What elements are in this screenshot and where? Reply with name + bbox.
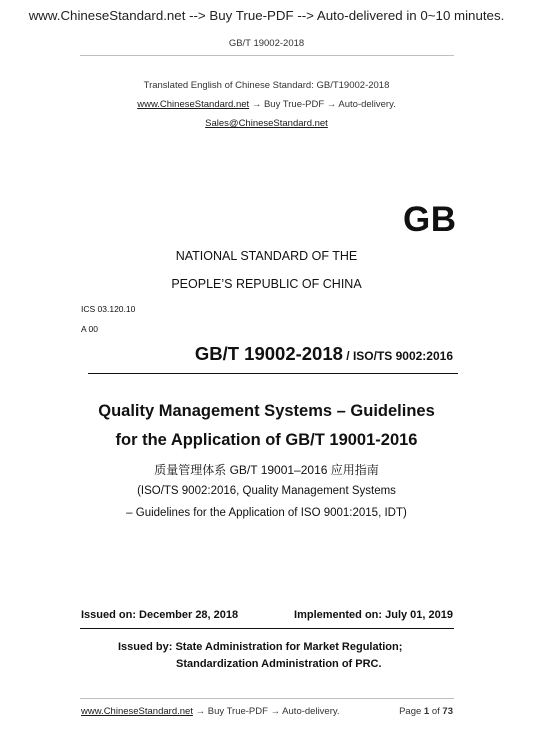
national-standard-line1: NATIONAL STANDARD OF THE xyxy=(175,249,358,263)
page-indicator xyxy=(399,706,453,717)
header-rule xyxy=(80,55,454,56)
footer-chinesestandard-link[interactable]: www.ChineseStandard.net xyxy=(81,706,193,717)
standard-number xyxy=(195,343,453,365)
page-label: Page xyxy=(399,706,422,717)
title-rule xyxy=(88,373,458,374)
document-title-line1: Quality Management Systems – Guidelines xyxy=(98,402,435,420)
page-total: 73 xyxy=(442,706,453,717)
issuer-line1: Issued by: State Administration for Market Regulation; xyxy=(118,641,403,653)
iso-title-line2: – Guidelines for the Application of ISO 9001:2015, IDT) xyxy=(126,507,407,519)
ccs-code: A 00 xyxy=(81,324,99,334)
ics-code: ICS 03.120.10 xyxy=(81,304,136,314)
implemented-date: Implemented on: July 01, 2019 xyxy=(294,609,453,621)
sales-email-line xyxy=(0,118,533,129)
national-standard-line2: PEOPLE’S REPUBLIC OF CHINA xyxy=(171,277,362,291)
page-of: of xyxy=(431,706,440,717)
translation-notice: Translated English of Chinese Standard: GB/T19002-2018 xyxy=(143,80,390,91)
translation-delivery-line xyxy=(0,99,533,110)
issuer-line2: Standardization Administration of PRC. xyxy=(176,658,382,670)
top-banner: www.ChineseStandard.net --> Buy True-PDF --> Auto-delivered in 0~10 minutes. xyxy=(28,8,505,23)
page-current: 1 xyxy=(423,706,430,717)
footer-rule xyxy=(80,698,454,699)
iso-title-line1: (ISO/TS 9002:2016, Quality Management Systems xyxy=(137,485,396,497)
chinesestandard-link[interactable]: www.ChineseStandard.net xyxy=(137,99,250,110)
document-title-line2: for the Application of GB/T 19001-2016 xyxy=(115,431,418,449)
issued-date: Issued on: December 28, 2018 xyxy=(81,609,239,621)
delivery-text: → Buy True-PDF → Auto-delivery. xyxy=(249,99,396,110)
sales-email-link[interactable]: Sales@ChineseStandard.net xyxy=(205,118,328,129)
footer-delivery-line xyxy=(81,706,340,717)
standard-number-separator: / xyxy=(342,349,353,363)
standard-number-gb: GB/T 19002-2018 xyxy=(194,343,343,364)
gb-logo: GB xyxy=(403,200,457,239)
chinese-title: 质量管理体系 GB/T 19001–2016 应用指南 xyxy=(154,463,379,477)
running-header: GB/T 19002-2018 xyxy=(228,38,305,49)
standard-number-iso: ISO/TS 9002:2016 xyxy=(352,349,453,363)
footer-delivery-text: → Buy True-PDF → Auto-delivery. xyxy=(192,706,340,717)
dates-rule xyxy=(80,628,454,629)
